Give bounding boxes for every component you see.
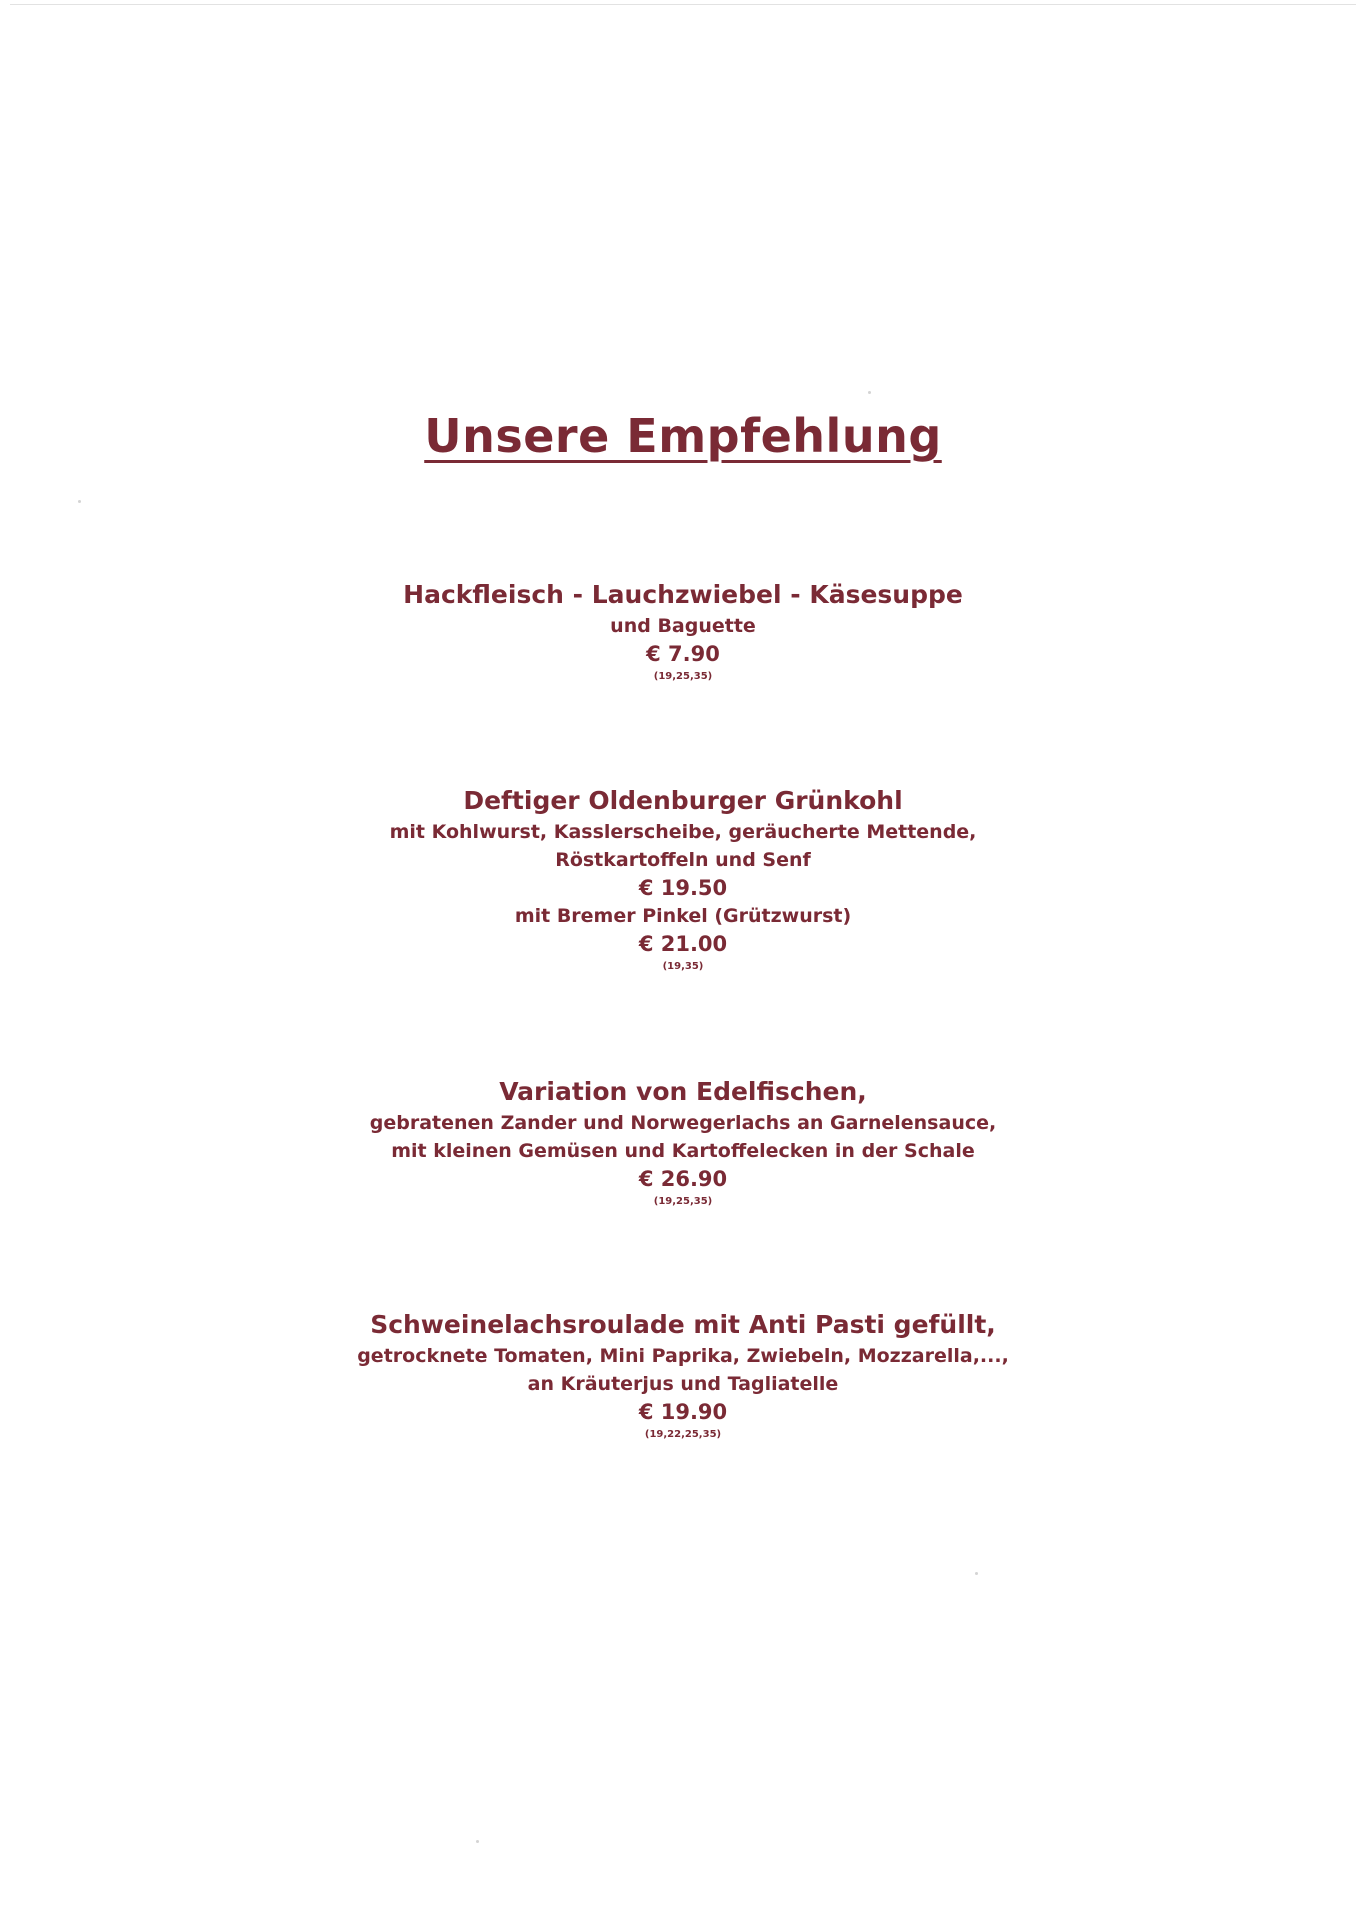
dish-name: Hackfleisch - Lauchzwiebel - Käsesuppe (403, 580, 963, 609)
menu-item-edelfische (0, 1075, 1366, 1211)
dish-allergens: (19,35) (662, 961, 704, 972)
menu-item-gruenkohl (0, 784, 1366, 976)
page-title-text: Unsere Empfehlung (424, 409, 942, 463)
dish-description-line: und Baguette (610, 615, 756, 637)
dish-allergens: (19,25,35) (653, 671, 713, 682)
scan-speck (78, 500, 81, 503)
scan-speck (868, 391, 871, 394)
dish-name: Deftiger Oldenburger Grünkohl (463, 786, 903, 815)
dish-allergens: (19,25,35) (653, 1196, 713, 1207)
dish-name: Variation von Edelfischen, (499, 1077, 867, 1106)
menu-item-soup (0, 578, 1366, 686)
dish-description-line: an Kräuterjus und Tagliatelle (527, 1373, 839, 1395)
dish-description-line: gebratenen Zander und Norwegerlachs an Garnelensauce, (369, 1112, 997, 1134)
dish-description-line: Röstkartoffeln und Senf (555, 849, 811, 871)
dish-price: € 7.90 (646, 642, 720, 666)
menu-item-schweinelachsroulade (0, 1308, 1366, 1444)
scan-speck (975, 1572, 978, 1575)
dish-price: € 19.50 (638, 876, 728, 900)
scan-speck (476, 1840, 479, 1843)
dish-variant-line: mit Bremer Pinkel (Grützwurst) (514, 905, 852, 927)
dish-description-line: mit kleinen Gemüsen und Kartoffelecken in der Schale (391, 1140, 975, 1162)
dish-allergens: (19,22,25,35) (644, 1429, 722, 1440)
dish-price: € 19.90 (638, 1400, 728, 1424)
dish-price: € 26.90 (638, 1167, 728, 1191)
page-title (0, 408, 1366, 464)
page-top-edge (10, 4, 1356, 5)
dish-description-line: mit Kohlwurst, Kasslerscheibe, geräucherte Mettende, (389, 821, 977, 843)
dish-description-line: getrocknete Tomaten, Mini Paprika, Zwiebeln, Mozzarella,..., (357, 1345, 1009, 1367)
dish-name: Schweinelachsroulade mit Anti Pasti gefüllt, (370, 1310, 996, 1339)
dish-variant-price: € 21.00 (638, 932, 728, 956)
